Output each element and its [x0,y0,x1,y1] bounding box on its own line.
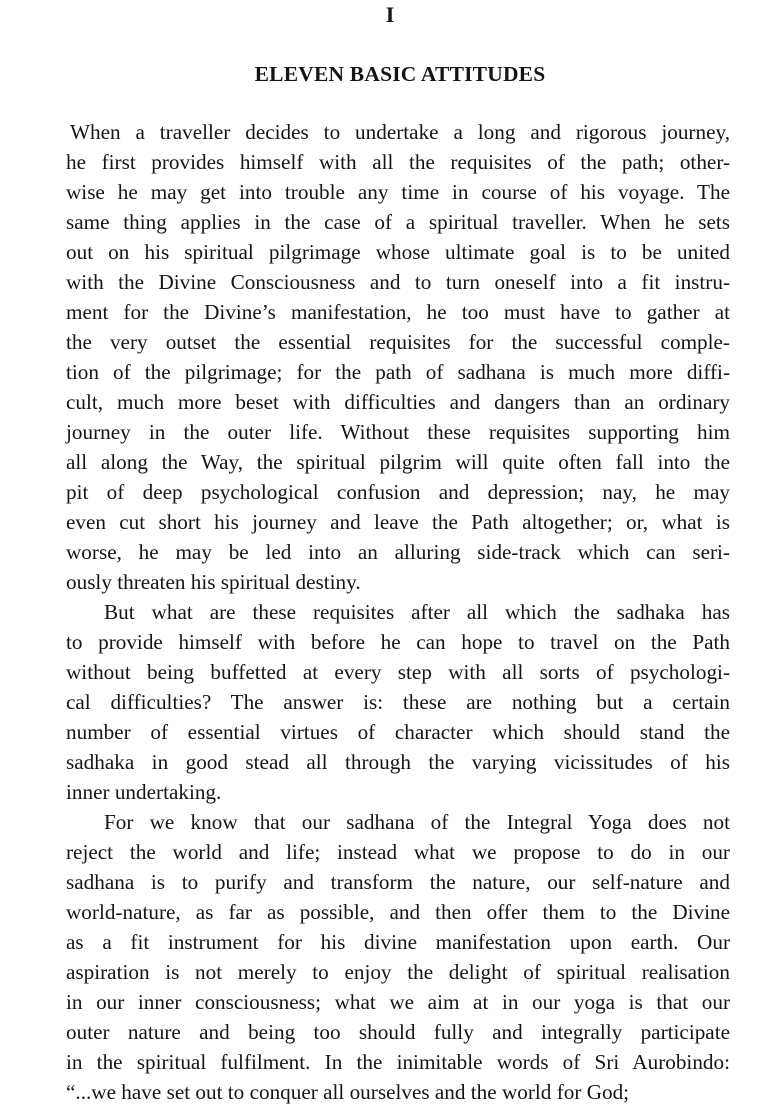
text-line: When a traveller decides to undertake a long and rigorous journey, [70,120,730,144]
text-line: same thing applies in the case of a spiritual traveller. When he sets [66,210,730,234]
text-line: “...we have set out to conquer all ourselves and the world for God; [66,1080,630,1104]
text-line: aspiration is not merely to enjoy the delight of spiritual realisation [66,960,730,984]
text-line: But what are these requisites after all which the sadhaka has [104,600,730,624]
text-line: out on his spiritual pilgrimage whose ultimate goal is to be united [66,240,730,264]
text-line: wise he may get into trouble any time in course of his voyage. The [66,180,730,204]
text-line: even cut short his journey and leave the Path altogether; or, what is [66,510,730,534]
text-line: ment for the Divine’s manifestation, he too must have to gather at [66,300,730,324]
text-line: world-nature, as far as possible, and then offer them to the Divine [66,900,730,924]
chapter-title: ELEVEN BASIC ATTITUDES [254,62,546,86]
text-line: journey in the outer life. Without these requisites supporting him [66,420,730,444]
text-line: as a fit instrument for his divine manifestation upon earth. Our [66,930,730,954]
text-line: outer nature and being too should fully and integrally participate [66,1020,730,1044]
text-line: sadhana is to purify and transform the nature, our self-nature and [66,870,730,894]
text-line: with the Divine Consciousness and to turn oneself into a fit instru- [66,270,730,294]
text-line: cult, much more beset with difficulties and dangers than an ordinary [66,390,730,414]
text-line: tion of the pilgrimage; for the path of sadhana is much more diffi- [66,360,730,384]
chapter-number: I [385,2,395,27]
text-line: all along the Way, the spiritual pilgrim will quite often fall into the [66,450,730,474]
text-line: sadhaka in good stead all through the varying vicissitudes of his [66,750,730,774]
text-line: For we know that our sadhana of the Integral Yoga does not [104,810,730,834]
text-line: reject the world and life; instead what we propose to do in our [66,840,730,864]
text-line: number of essential virtues of character which should stand the [66,720,730,744]
text-line: ously threaten his spiritual destiny. [66,570,361,594]
text-line: he first provides himself with all the requisites of the path; other- [66,150,730,174]
text-line: pit of deep psychological confusion and depression; nay, he may [66,480,730,504]
text-line: in our inner consciousness; what we aim at in our yoga is that our [66,990,730,1014]
text-line: inner undertaking. [66,780,222,804]
text-line: cal difficulties? The answer is: these are nothing but a certain [66,690,730,714]
text-line: without being buffetted at every step with all sorts of psychologi- [66,660,730,684]
text-line: to provide himself with before he can hope to travel on the Path [66,630,730,654]
text-line: worse, he may be led into an alluring side-track which can seri- [66,540,730,564]
body-text [66,117,730,1107]
text-line: in the spiritual fulfilment. In the inimitable words of Sri Aurobindo: [66,1050,730,1074]
text-line: the very outset the essential requisites for the successful comple- [66,330,730,354]
